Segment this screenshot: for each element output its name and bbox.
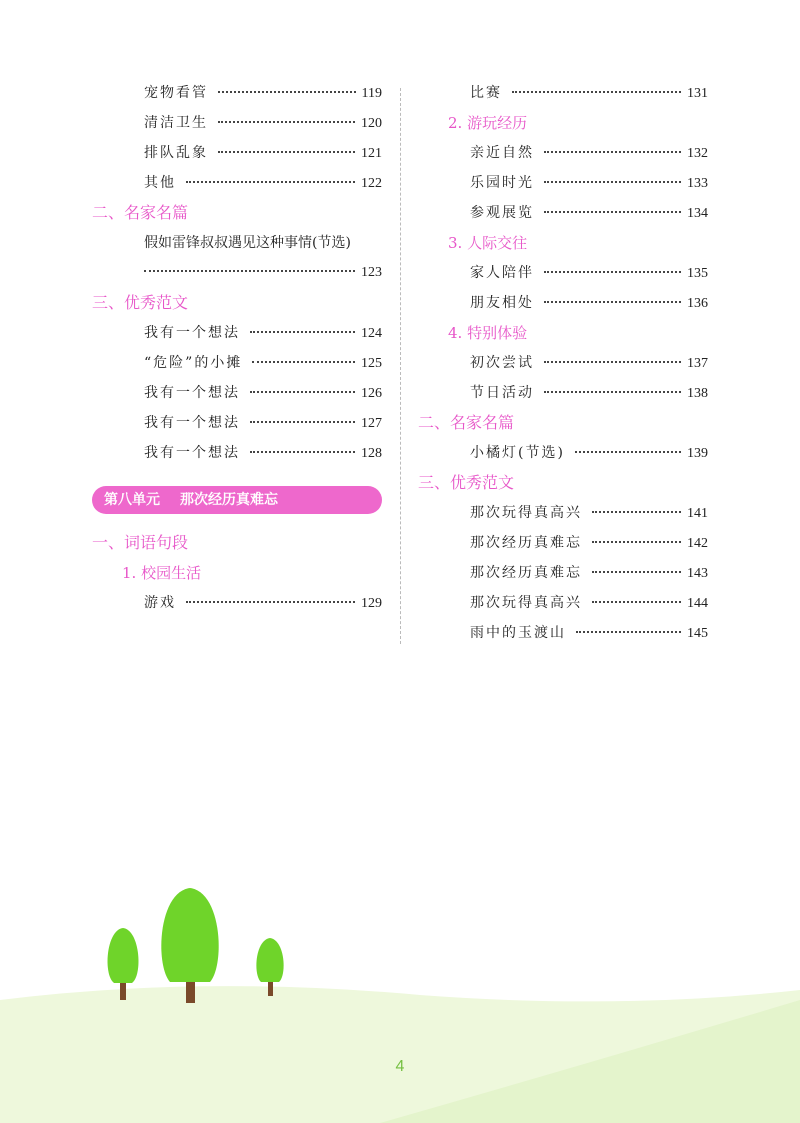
toc-entry-title: 我有一个想法: [144, 325, 240, 341]
toc-entry[interactable]: [418, 498, 708, 528]
toc-entry[interactable]: [92, 108, 382, 138]
leader-dots: [218, 151, 355, 153]
toc-entry-title: 那次玩得真高兴: [470, 595, 582, 611]
toc-entry-page: 134: [687, 206, 708, 221]
toc-entry[interactable]: [92, 168, 382, 198]
toc-entry[interactable]: [418, 348, 708, 378]
toc-entry-page: 125: [361, 356, 382, 371]
unit-banner-label: 第八单元: [104, 492, 160, 508]
leader-dots: [592, 511, 681, 513]
leader-dots: [186, 601, 355, 603]
toc-entry-page: 126: [361, 386, 382, 401]
section-heading-model: 三、优秀范文: [418, 473, 515, 492]
toc-entry-page: 120: [361, 116, 382, 131]
unit-banner-title: 那次经历真难忘: [180, 492, 278, 508]
toc-entry[interactable]: [418, 618, 708, 648]
leader-dots: [250, 391, 355, 393]
toc-entry-title: 排队乱象: [144, 145, 208, 161]
toc-entry-page: 127: [361, 416, 382, 431]
toc-entry[interactable]: [418, 78, 708, 108]
leader-dots: [592, 541, 681, 543]
toc-entry-title: “危险”的小摊: [144, 355, 243, 371]
leader-dots: [252, 361, 355, 363]
leader-dots: [592, 571, 681, 573]
leader-dots: [250, 331, 355, 333]
leader-dots: [144, 270, 355, 272]
toc-entry[interactable]: [418, 198, 708, 228]
toc-entry[interactable]: [418, 588, 708, 618]
toc-entry-title: 我有一个想法: [144, 415, 240, 431]
toc-entry-title: 亲近自然: [470, 145, 534, 161]
leader-dots: [544, 181, 681, 183]
toc-entry[interactable]: [92, 138, 382, 168]
toc-entry-title: 清洁卫生: [144, 115, 208, 131]
toc-entry[interactable]: [418, 288, 708, 318]
leader-dots: [544, 151, 681, 153]
leader-dots: [218, 121, 355, 123]
toc-entry-page: 122: [361, 176, 382, 191]
leader-dots: [218, 91, 356, 93]
toc-entry-page: 128: [361, 446, 382, 461]
toc-entry-page: 123: [361, 265, 382, 280]
toc-entry-title: 那次经历真难忘: [470, 565, 582, 581]
toc-entry-page: 144: [687, 596, 708, 611]
unit-banner[interactable]: [92, 486, 382, 514]
toc-entry-title: 那次玩得真高兴: [470, 505, 582, 521]
toc-entry-page: 141: [687, 506, 708, 521]
leader-dots: [250, 421, 355, 423]
toc-entry[interactable]: [418, 558, 708, 588]
toc-entry-title: 乐园时光: [470, 175, 534, 191]
toc-entry[interactable]: [418, 528, 708, 558]
toc-entry-page: 131: [687, 86, 708, 101]
leader-dots: [544, 271, 681, 273]
toc-entry-title: 初次尝试: [470, 355, 534, 371]
section-heading-words: 一、词语句段: [92, 533, 189, 552]
leader-dots: [576, 631, 681, 633]
page-number: 4: [395, 1058, 405, 1075]
tree-large-icon: [161, 888, 218, 1003]
toc-entry-page: 137: [687, 356, 708, 371]
column-divider: [400, 88, 401, 644]
toc-entry-title: 那次经历真难忘: [470, 535, 582, 551]
toc-entry[interactable]: [418, 378, 708, 408]
leader-dots: [544, 391, 681, 393]
toc-entry[interactable]: [92, 348, 382, 378]
leader-dots: [250, 451, 355, 453]
toc-entry-page: 139: [687, 446, 708, 461]
toc-entry-page: 138: [687, 386, 708, 401]
toc-entry[interactable]: [418, 258, 708, 288]
toc-entry-page: 133: [687, 176, 708, 191]
toc-entry-title: 我有一个想法: [144, 445, 240, 461]
toc-entry-title: 小橘灯(节选): [470, 445, 565, 461]
toc-entry-page: 142: [687, 536, 708, 551]
toc-entry-title: 节日活动: [470, 385, 534, 401]
toc-entry-title: 比赛: [470, 85, 502, 101]
toc-entry-title: 家人陪伴: [470, 265, 534, 281]
toc-entry[interactable]: [92, 318, 382, 348]
subsection-heading-social: 3. 人际交往: [448, 234, 528, 252]
toc-entry-title: 宠物看管: [144, 85, 208, 101]
toc-entry-page: 135: [687, 266, 708, 281]
toc-entry[interactable]: [92, 438, 382, 468]
toc-entry-title: 朋友相处: [470, 295, 534, 311]
toc-entry-title: 参观展览: [470, 205, 534, 221]
toc-entry[interactable]: [92, 588, 382, 618]
toc-entry-title: 雨中的玉渡山: [470, 625, 566, 641]
leader-dots: [592, 601, 681, 603]
toc-entry-title-long[interactable]: 假如雷锋叔叔遇见这种事情(节选): [144, 235, 351, 251]
leader-dots: [544, 301, 681, 303]
toc-left-column: [92, 78, 382, 618]
section-heading-model: 三、优秀范文: [92, 293, 189, 312]
toc-entry-page: 119: [361, 86, 382, 101]
toc-entry-page: 124: [361, 326, 382, 341]
toc-entry-page: 145: [687, 626, 708, 641]
subsection-heading-campus: 1. 校园生活: [122, 564, 202, 582]
toc-entry-title: 其他: [144, 175, 176, 191]
section-heading-famous: 二、名家名篇: [92, 203, 189, 222]
leader-dots: [575, 451, 681, 453]
leader-dots: [544, 211, 681, 213]
toc-entry-title: 游戏: [144, 595, 176, 611]
toc-entry-continued[interactable]: [92, 258, 382, 288]
toc-entry-page: 136: [687, 296, 708, 311]
toc-entry-page: 132: [687, 146, 708, 161]
toc-entry[interactable]: [92, 408, 382, 438]
leader-dots: [544, 361, 681, 363]
toc-entry-page: 121: [361, 146, 382, 161]
leader-dots: [186, 181, 355, 183]
toc-entry-page: 143: [687, 566, 708, 581]
subsection-heading-travel: 2. 游玩经历: [448, 114, 528, 132]
toc-entry[interactable]: [418, 438, 708, 468]
leader-dots: [512, 91, 681, 93]
toc-entry-title: 我有一个想法: [144, 385, 240, 401]
toc-entry[interactable]: [92, 378, 382, 408]
section-heading-famous: 二、名家名篇: [418, 413, 515, 432]
subsection-heading-special: 4. 特别体验: [448, 324, 528, 342]
toc-entry[interactable]: [92, 78, 382, 108]
toc-entry-page: 129: [361, 596, 382, 611]
toc-right-column: [418, 78, 708, 648]
toc-entry[interactable]: [418, 168, 708, 198]
toc-entry[interactable]: [418, 138, 708, 168]
